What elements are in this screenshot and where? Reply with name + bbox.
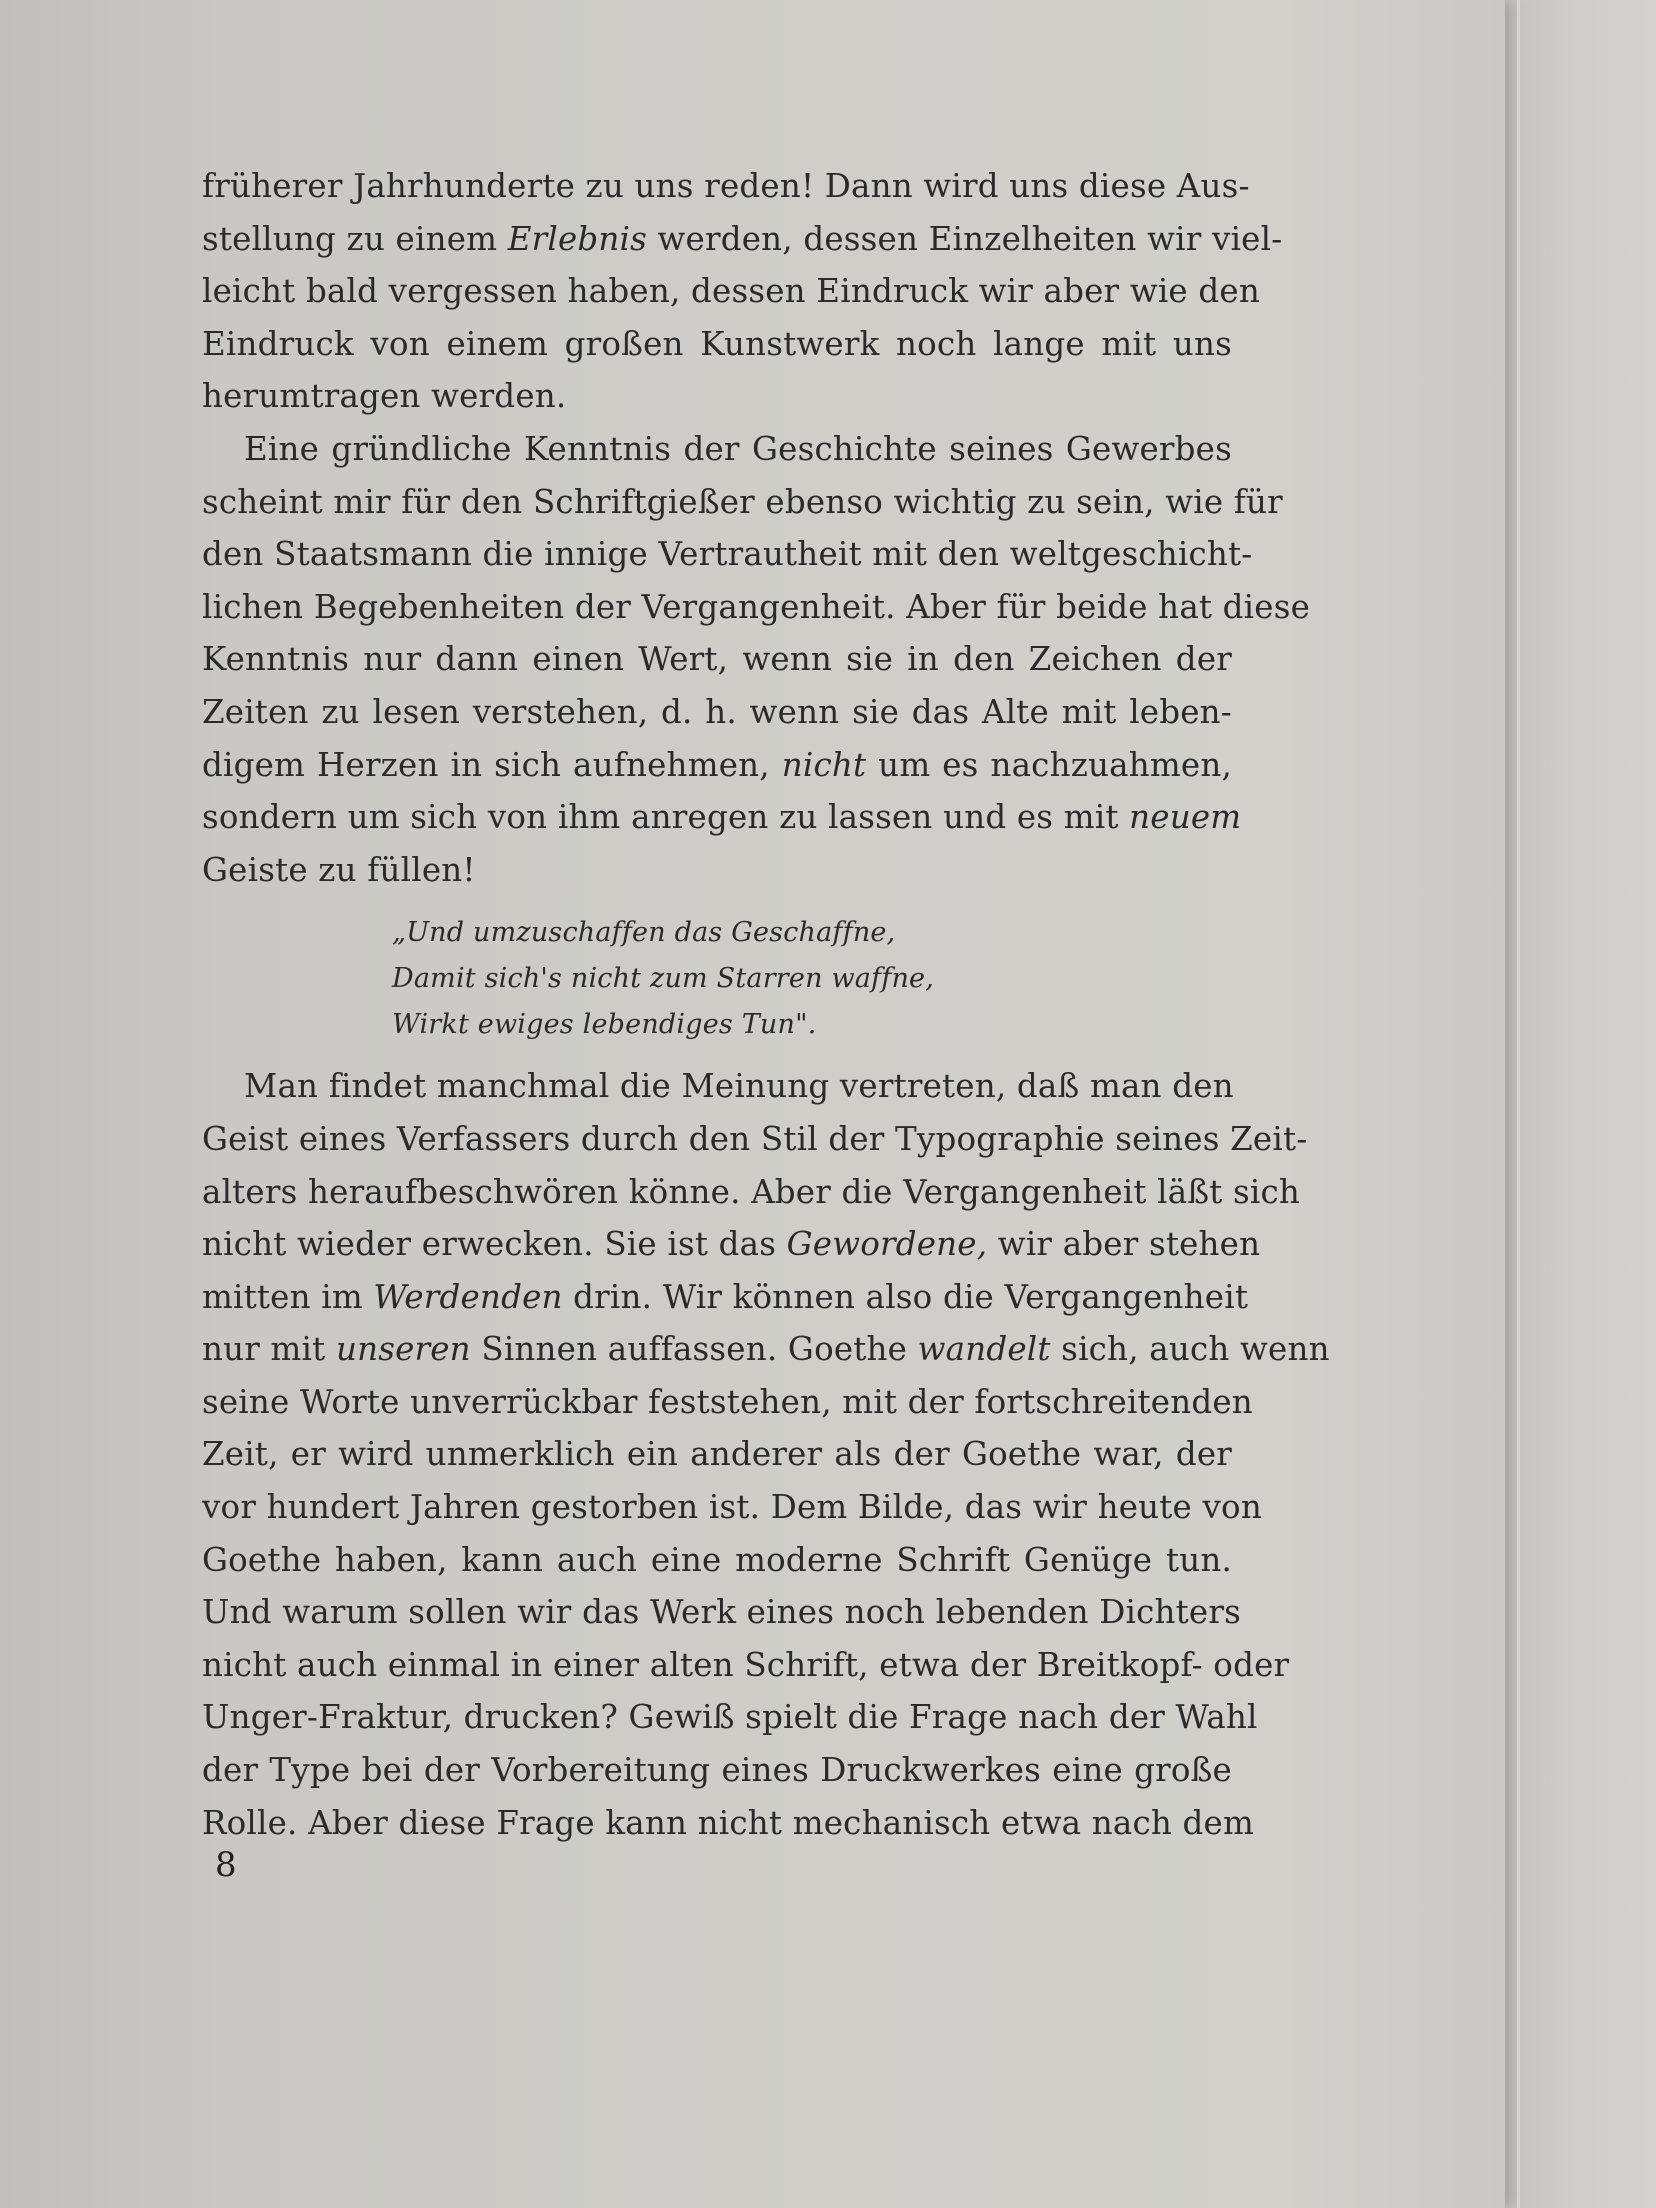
- text-line: digem Herzen in sich aufnehmen, nicht um es nachzuahmen,: [202, 745, 1232, 784]
- text-line: scheint mir für den Schriftgießer ebenso wichtig zu sein, wie für: [202, 482, 1283, 521]
- poem-line: Wirkt ewiges lebendiges Tun".: [392, 1009, 817, 1041]
- paragraph: [202, 160, 1283, 423]
- text-line: lichen Begebenheiten der Vergangenheit. Aber für beide hat diese: [202, 587, 1311, 626]
- text-line: Geist eines Verfassers durch den Stil der Typographie seines Zeit-: [202, 1119, 1308, 1158]
- text-line: früherer Jahrhunderte zu uns reden! Dann wird uns diese Aus-: [202, 167, 1250, 205]
- poem-quote: [392, 910, 1232, 1048]
- text-line: der Type bei der Vorbereitung eines Druckwerkes eine große: [202, 1751, 1232, 1790]
- text-line: Rolle. Aber diese Frage kann nicht mechanisch etwa nach dem: [202, 1803, 1254, 1842]
- emphasis: wandelt: [917, 1330, 1051, 1369]
- poem-line: „Und umzuschaffen das Geschaffne,: [392, 917, 896, 949]
- text-line: sondern um sich von ihm anregen zu lassen und es mit neuem: [202, 798, 1242, 837]
- emphasis: Erlebnis: [507, 219, 647, 258]
- emphasis: nicht: [781, 745, 867, 784]
- text-line: nur mit unseren Sinnen auffassen. Goethe wandelt sich, auch wenn: [202, 1330, 1330, 1369]
- text-line: nicht wieder erwecken. Sie ist das Gewordene, wir aber stehen: [202, 1225, 1261, 1264]
- text-line: Zeiten zu lesen verstehen, d. h. wenn sie das Alte mit leben-: [202, 692, 1232, 731]
- paragraph: [202, 423, 1311, 896]
- emphasis: Werdenden: [373, 1277, 563, 1316]
- text-line: mitten im Werdenden drin. Wir können also die Vergangenheit: [202, 1277, 1249, 1316]
- emphasis: unseren: [335, 1330, 471, 1369]
- body-text: [202, 160, 1330, 1849]
- paragraphs-after-poem: [202, 1060, 1330, 1849]
- text-line: Zeit, er wird unmerklich ein anderer als der Goethe war, der: [202, 1435, 1232, 1474]
- text-line: den Staatsmann die innige Vertrautheit mit den weltgeschicht-: [202, 535, 1253, 574]
- text-line: herumtragen werden.: [202, 377, 567, 416]
- paragraph: [202, 1060, 1330, 1849]
- text-line: Eine gründliche Kenntnis der Geschichte seines Gewerbes: [244, 429, 1232, 468]
- text-line: stellung zu einem Erlebnis werden, dessen Einzelheiten wir viel-: [202, 219, 1283, 258]
- text-line: seine Worte unverrückbar feststehen, mit der fortschreitenden: [202, 1382, 1253, 1421]
- text-line: alters heraufbeschwören könne. Aber die Vergangenheit läßt sich: [202, 1172, 1301, 1211]
- underlying-page: [1505, 0, 1656, 2208]
- paragraphs-before-poem: [202, 160, 1311, 896]
- text-line: Geiste zu füllen!: [202, 850, 476, 889]
- text-line: Man findet manchmal die Meinung vertreten, daß man den: [244, 1067, 1234, 1106]
- text-line: vor hundert Jahren gestorben ist. Dem Bilde, das wir heute von: [202, 1488, 1262, 1527]
- page-number: 8: [215, 1845, 237, 1885]
- emphasis: Gewordene,: [786, 1225, 988, 1264]
- text-line: Goethe haben, kann auch eine moderne Schrift Genüge tun.: [202, 1540, 1232, 1579]
- poem-line: Damit sich's nicht zum Starren waffne,: [392, 963, 934, 995]
- text-line: leicht bald vergessen haben, dessen Eindruck wir aber wie den: [202, 272, 1260, 311]
- text-line: nicht auch einmal in einer alten Schrift, etwa der Breitkopf- oder: [202, 1645, 1290, 1684]
- emphasis: neuem: [1129, 798, 1242, 837]
- text-line: Eindruck von einem großen Kunstwerk noch lange mit uns: [202, 324, 1232, 363]
- text-line: Kenntnis nur dann einen Wert, wenn sie in den Zeichen der: [202, 640, 1232, 679]
- text-line: Unger-Fraktur, drucken? Gewiß spielt die Frage nach der Wahl: [202, 1698, 1258, 1737]
- text-line: Und warum sollen wir das Werk eines noch lebenden Dichters: [202, 1593, 1241, 1632]
